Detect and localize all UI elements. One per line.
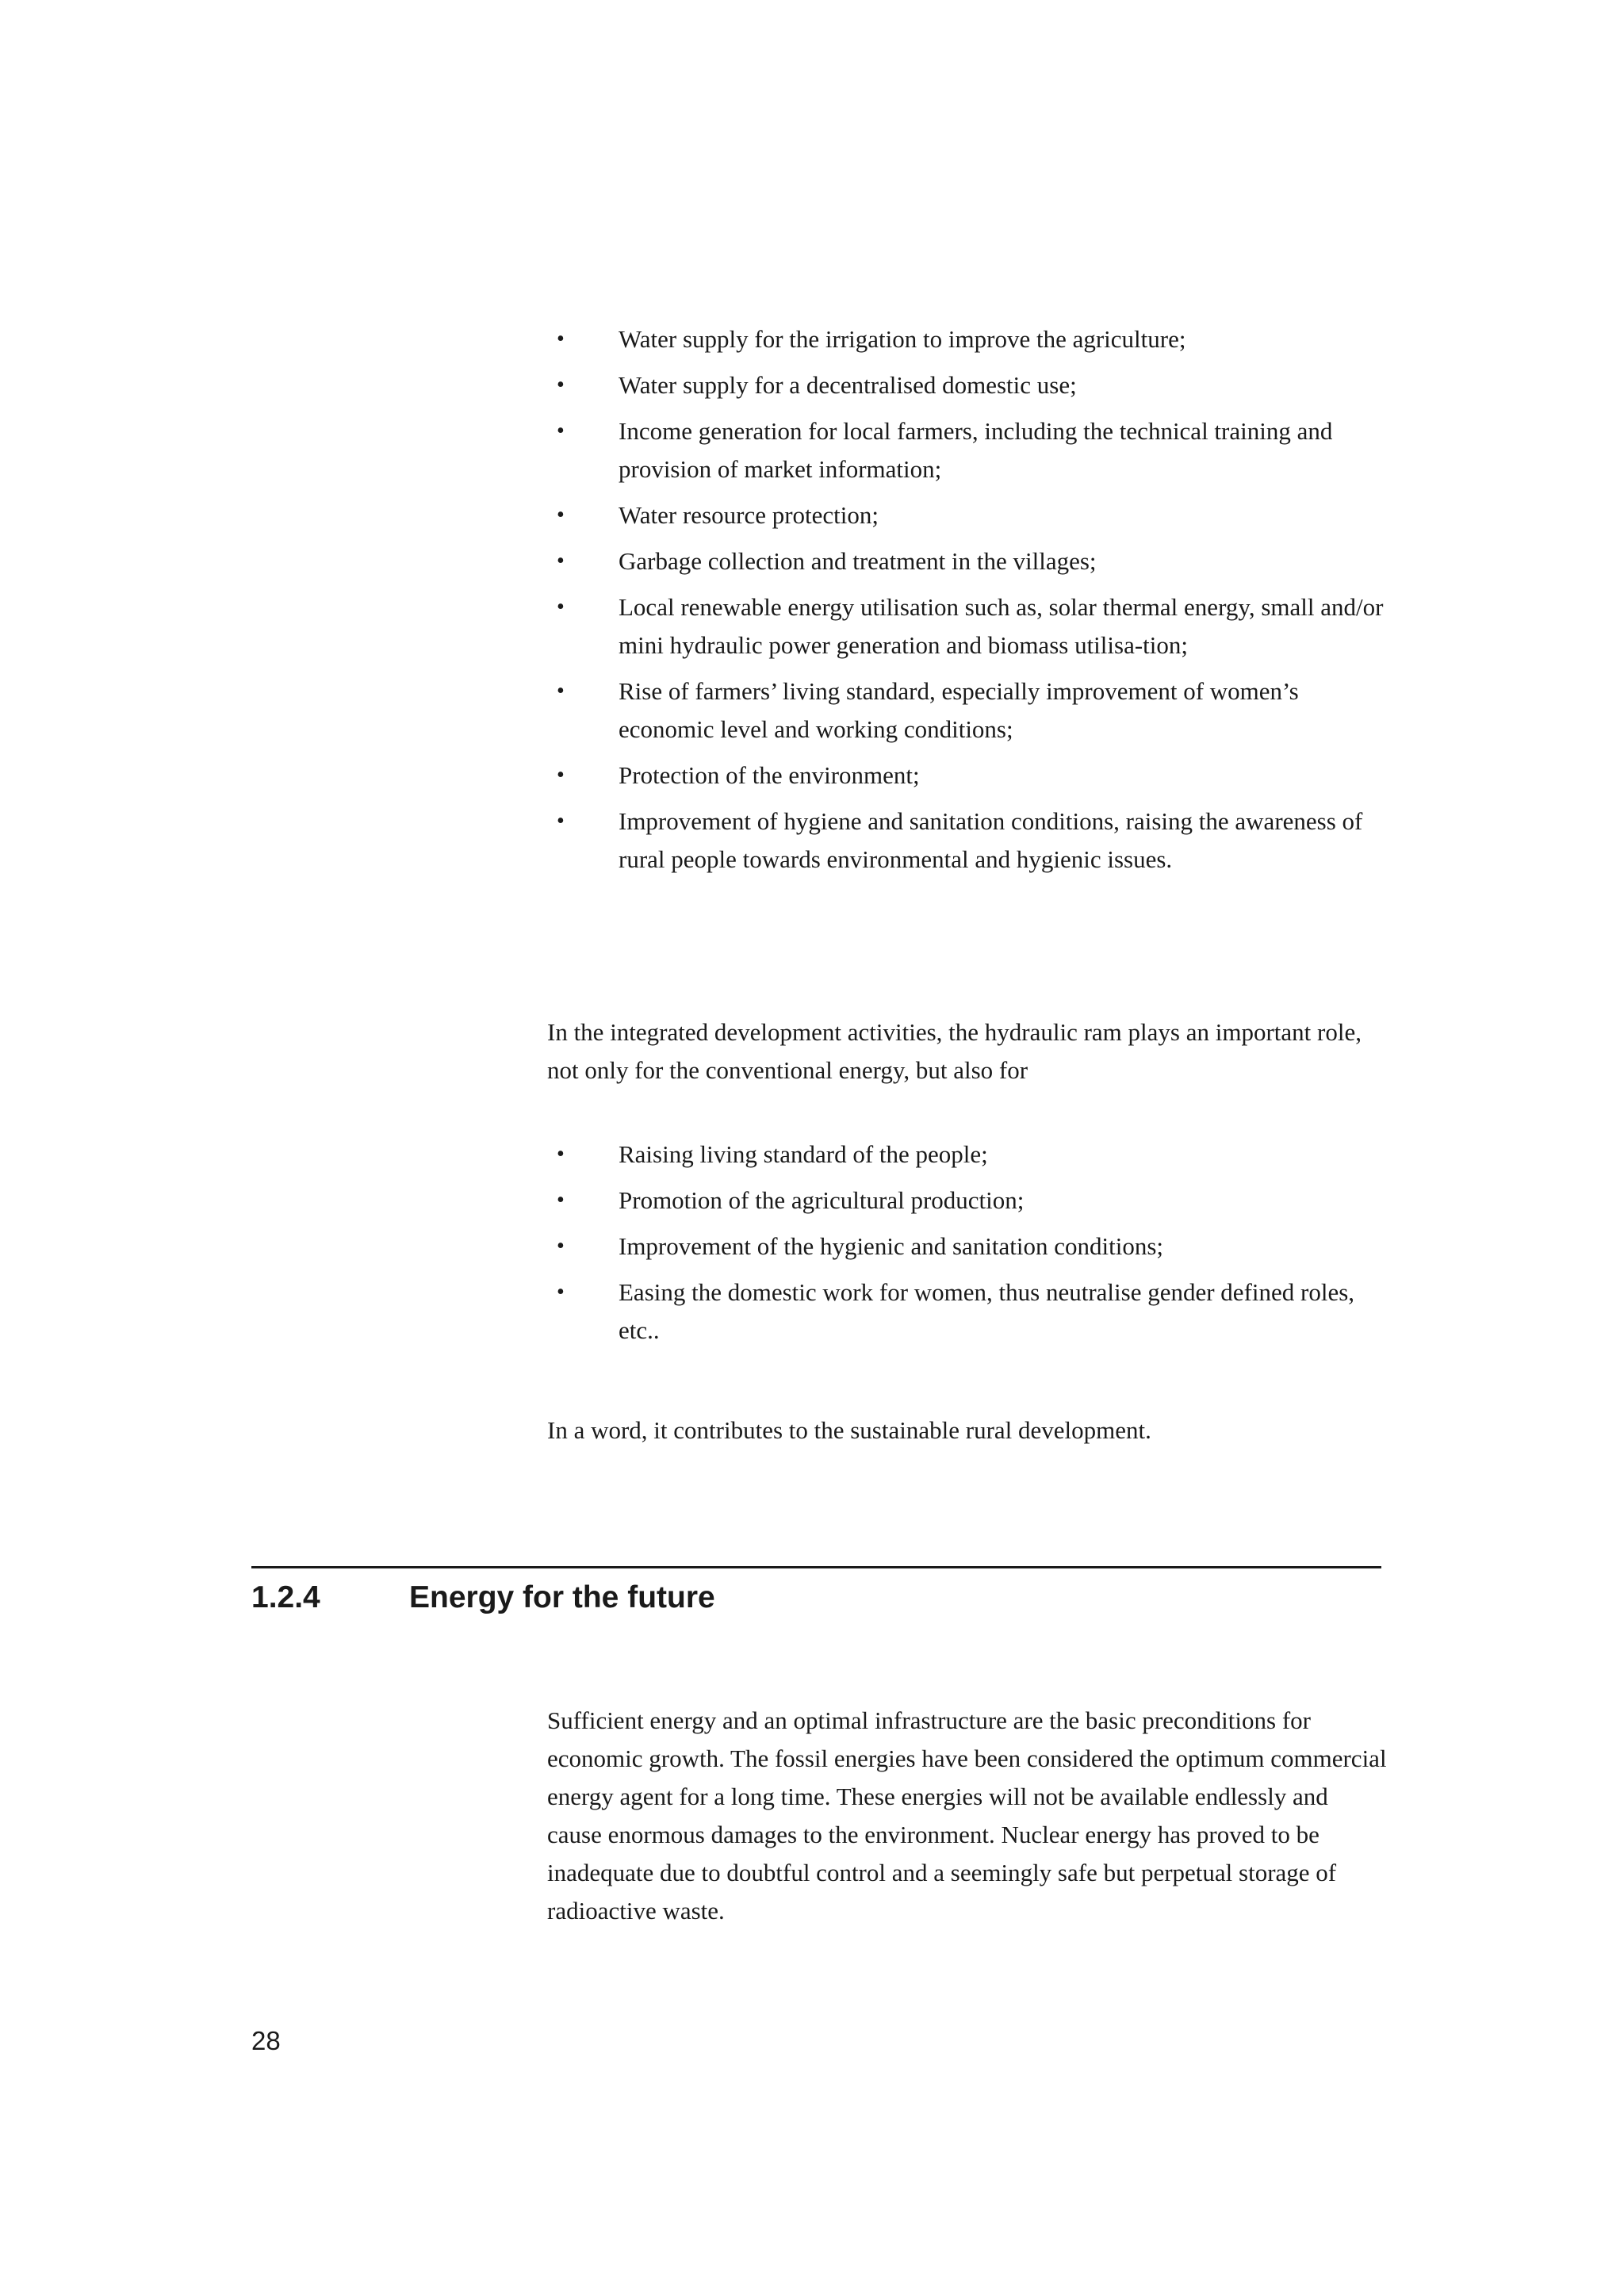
list-item bbox=[547, 366, 1388, 404]
bullet-icon: • bbox=[557, 679, 565, 703]
section-title: Energy for the future bbox=[409, 1580, 715, 1614]
list-item-text: Easing the domestic work for women, thus neutralise gender defined roles, etc.. bbox=[619, 1278, 1355, 1344]
list-item-text: Protection of the environment; bbox=[619, 761, 920, 789]
list-item bbox=[547, 320, 1388, 358]
section-divider bbox=[251, 1566, 1381, 1568]
list-item-text: Water supply for the irrigation to improve the agriculture; bbox=[619, 325, 1186, 353]
bullet-icon: • bbox=[557, 1188, 565, 1212]
paragraph-integrated-development: In the integrated development activities, the hydraulic ram plays an important role, not only for the conventional energy, but also for bbox=[547, 1018, 1362, 1084]
list-item bbox=[547, 1227, 1388, 1266]
list-item-text: Garbage collection and treatment in the villages; bbox=[619, 547, 1097, 575]
list-item bbox=[547, 672, 1388, 749]
bullet-icon: • bbox=[557, 327, 565, 351]
bullet-list-objectives bbox=[547, 320, 1388, 887]
list-item-text: Income generation for local farmers, including the technical training and provision of market information; bbox=[619, 417, 1333, 483]
paragraph-energy-future: Sufficient energy and an optimal infrastructure are the basic preconditions for economic growth. The fossil energies have been considered the optimum commercial energy agent for a long time. These energies will not be available endlessly and cause enormous damages to the environment. Nuclear energy has proved to be inadequate due to doubtful control and a seemingly safe but perpetual storage of radioactive waste. bbox=[547, 1706, 1387, 1924]
list-item bbox=[547, 496, 1388, 534]
list-item bbox=[547, 802, 1388, 879]
bullet-icon: • bbox=[557, 809, 565, 833]
bullet-icon: • bbox=[557, 373, 565, 397]
bullet-icon: • bbox=[557, 1280, 565, 1304]
list-item-text: Water resource protection; bbox=[619, 501, 879, 529]
page-number: 28 bbox=[251, 2026, 281, 2055]
list-item bbox=[547, 1136, 1388, 1174]
bullet-icon: • bbox=[557, 1142, 565, 1166]
list-item bbox=[547, 412, 1388, 488]
list-item bbox=[547, 542, 1388, 580]
bullet-icon: • bbox=[557, 595, 565, 619]
list-item bbox=[547, 588, 1388, 664]
list-item-text: Water supply for a decentralised domestic use; bbox=[619, 371, 1077, 399]
list-item bbox=[547, 1181, 1388, 1220]
bullet-icon: • bbox=[557, 549, 565, 573]
list-item-text: Improvement of hygiene and sanitation conditions, raising the awareness of rural people towards environmental and hygienic issues. bbox=[619, 807, 1363, 873]
list-item bbox=[547, 756, 1388, 795]
list-item-text: Raising living standard of the people; bbox=[619, 1140, 988, 1168]
bullet-icon: • bbox=[557, 1234, 565, 1258]
bullet-list-benefits bbox=[547, 1136, 1388, 1358]
bullet-icon: • bbox=[557, 419, 565, 443]
list-item bbox=[547, 1273, 1388, 1350]
list-item-text: Improvement of the hygienic and sanitation conditions; bbox=[619, 1232, 1164, 1260]
list-item-text: Promotion of the agricultural production; bbox=[619, 1186, 1025, 1214]
bullet-icon: • bbox=[557, 503, 565, 527]
bullet-icon: • bbox=[557, 763, 565, 787]
section-number: 1.2.4 bbox=[251, 1580, 320, 1614]
list-item-text: Rise of farmers’ living standard, especially improvement of women’s economic level and working conditions; bbox=[619, 677, 1299, 743]
list-item-text: Local renewable energy utilisation such as, solar thermal energy, small and/or mini hydraulic power generation and biomass utilisa-tion; bbox=[619, 593, 1384, 659]
paragraph-conclusion: In a word, it contributes to the sustainable rural development. bbox=[547, 1416, 1151, 1444]
